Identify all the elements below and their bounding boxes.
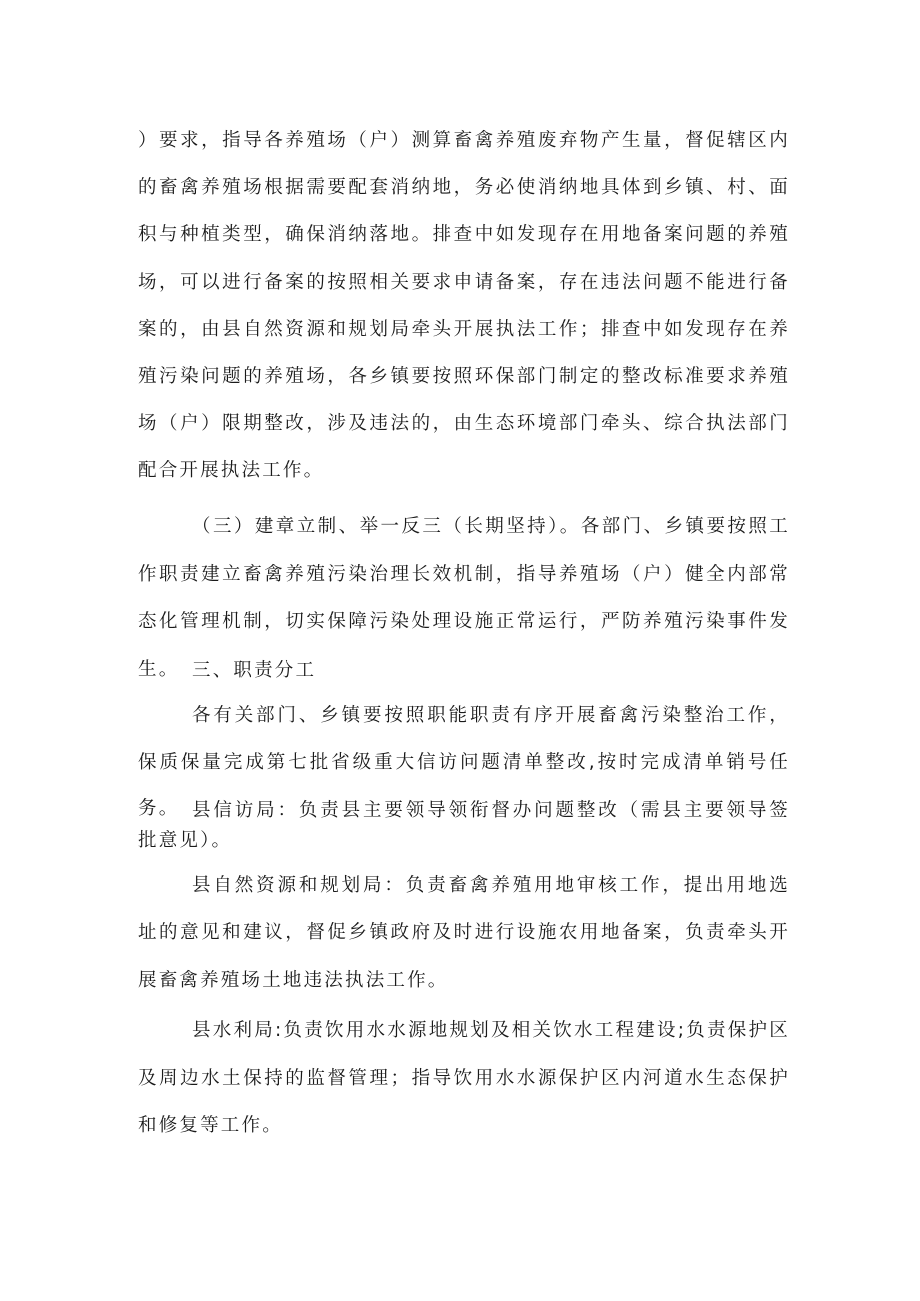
paragraph-water-resources-bureau: 县水利局:负责饮用水水源地规划及相关饮水工程建设;负责保护区及周边水土保持的监督管理；指导饮用水水源保护区内河道水生态保护和修复等工作。 [138,1020,790,1136]
heading-responsibilities: 三、职责分工 [192,660,317,681]
paragraph-petition-bureau: 县信访局：负责县主要领导领衔督办问题整改（需县主要领导签批意见）。 [138,800,790,851]
paragraph-requirements-continued: ）要求，指导各养殖场（户）测算畜禽养殖废弃物产生量，督促辖区内的畜禽养殖场根据需要配套消纳地，务必使消纳地具体到乡镇、村、面积与种植类型，确保消纳落地。排查中如发现存在用地备案问题的养殖场，可以进行备案的按照相关要求申请备案，存在违法问题不能进行备案的，由县自然资源和规划局牵头开展执法工作；排查中如发现存在养殖污染问题的养殖场，各乡镇要按照环保部门制定的整改标准要求养殖场（户）限期整改，涉及违法的，由生态环境部门牵头、综合执法部门配合开展执法工作。 [138,130,790,482]
paragraph-departments-overview: 各有关部门、乡镇要按照职能职责有序开展畜禽污染整治工作，保质保量完成第七批省级重大信访问题清单整改,按时完成清单销号任务。 [138,705,790,819]
paragraph-section-three-long-term: （三）建章立制、举一反三（长期坚持）。各部门、乡镇要按照工作职责建立畜禽养殖污染治理长效机制，指导养殖场（户）健全内部常态化管理机制，切实保障污染处理设施正常运行，严防养殖污染事件发生。 [138,516,790,680]
paragraph-natural-resources-bureau: 县自然资源和规划局：负责畜禽养殖用地审核工作，提出用地选址的意见和建议，督促乡镇政府及时进行设施农用地备案，负责牵头开展畜禽养殖场土地违法执法工作。 [138,875,790,991]
